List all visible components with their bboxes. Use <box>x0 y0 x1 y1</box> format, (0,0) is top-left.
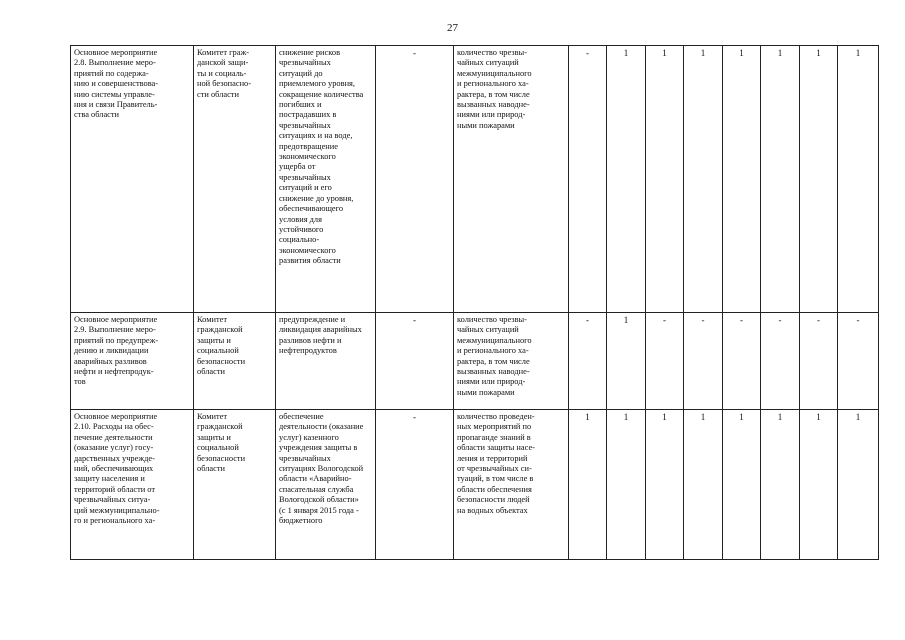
executor-cell-line: ты и социаль- <box>197 68 247 78</box>
result-cell-line: предупреждение и <box>279 315 346 324</box>
event-cell-line: приятий по содержа- <box>74 68 149 78</box>
event-cell-line: защиту населения и <box>74 474 145 484</box>
result-cell-line: ликвидация аварийных <box>279 325 362 335</box>
indicator-cell-line: ниями или природ- <box>457 377 526 387</box>
executor-cell <box>194 46 276 313</box>
executor-cell-line: области <box>197 464 225 474</box>
year-value-cell: 1 <box>607 410 646 560</box>
indicator-cell-line: ных мероприятий по <box>457 422 532 432</box>
executor-cell-line: социальной <box>197 443 239 453</box>
executor-cell-line: безопасности <box>197 453 246 463</box>
event-cell-line: Основное мероприятие <box>74 48 158 57</box>
executor-cell-line: защиты и <box>197 432 231 442</box>
indicator-cell <box>454 313 569 410</box>
result-cell-line: снижение рисков <box>279 48 341 57</box>
event-cell-line: нию и совершенствова- <box>74 79 159 89</box>
executor-cell-line: сти области <box>197 89 239 99</box>
year-value-cell: - <box>723 313 761 410</box>
event-cell-line: нию системы управле- <box>74 89 155 99</box>
result-cell-line: деятельности (оказание <box>279 422 364 432</box>
result-cell <box>276 313 376 410</box>
result-cell-line: бюджетного <box>279 516 323 526</box>
event-cell-line: нефти и нефтепродук- <box>74 367 154 377</box>
event-cell-line: печение деятельности <box>74 432 153 442</box>
result-cell-line: развития области <box>279 256 341 266</box>
indicator-cell-line: ными пожарами <box>457 120 515 130</box>
table-row <box>71 46 879 313</box>
indicator-cell-line: количество чрезвы- <box>457 315 527 324</box>
result-cell-line: ситуаций до <box>279 68 323 78</box>
executor-cell-line: ной безопасно- <box>197 79 252 89</box>
result-cell-line: предотвращение <box>279 141 338 151</box>
year-value-cell: 1 <box>723 410 761 560</box>
executor-cell-line: социальной <box>197 346 239 356</box>
executor-cell-line: области <box>197 367 225 377</box>
year-value-cell: 1 <box>723 46 761 313</box>
event-cell-line: чрезвычайных ситуа- <box>74 495 151 505</box>
executor-cell-line: данской защи- <box>197 58 249 68</box>
result-cell-line: нефтепродуктов <box>279 346 337 356</box>
result-cell-line: погибших и <box>279 100 322 110</box>
event-cell-line: Основное мероприятие <box>74 412 158 421</box>
result-cell-line: экономического <box>279 152 336 162</box>
indicator-cell-line: ными пожарами <box>457 387 515 397</box>
year-value-cell: 1 <box>646 46 684 313</box>
indicator-cell-line: области обеспечения <box>457 484 532 494</box>
year-value-cell: 1 <box>684 46 723 313</box>
year-value-cell: - <box>761 313 800 410</box>
result-cell-line: Вологодской области» <box>279 495 359 505</box>
executor-cell-line: Комитет граж- <box>197 48 250 57</box>
year-value-cell: - <box>800 313 838 410</box>
indicator-link-cell: - <box>376 46 454 313</box>
year-value-cell: - <box>569 313 607 410</box>
event-cell-line: дарственных учрежде- <box>74 453 155 463</box>
year-value-cell: - <box>569 46 607 313</box>
event-cell-line: территорий области от <box>74 484 156 494</box>
executor-cell <box>194 410 276 560</box>
indicator-cell-line: межмуниципального <box>457 68 532 78</box>
indicator-cell-line: от чрезвычайных си- <box>457 464 532 474</box>
indicator-cell <box>454 46 569 313</box>
event-cell-line: тов <box>74 377 86 387</box>
executor-cell-line: Комитет <box>197 315 228 324</box>
page-number: 27 <box>447 22 458 34</box>
event-cell-line: ций межмуниципально- <box>74 505 160 515</box>
result-cell-line: обеспечивающего <box>279 204 344 214</box>
indicator-cell-line: безопасности людей <box>457 495 530 505</box>
year-value-cell: 1 <box>761 410 800 560</box>
executor-cell-line: защиты и <box>197 335 231 345</box>
indicator-cell-line: рактера, в том числе <box>457 356 530 366</box>
result-cell-line: экономического <box>279 245 336 255</box>
indicator-link-cell: - <box>376 410 454 560</box>
year-value-cell: 1 <box>607 46 646 313</box>
year-value-cell: 1 <box>684 410 723 560</box>
year-value-cell: 1 <box>569 410 607 560</box>
result-cell-line: спасательная служба <box>279 484 354 494</box>
program-table <box>70 45 879 560</box>
result-cell-line: пострадавших в <box>279 110 337 120</box>
result-cell-line: сокращение количества <box>279 89 364 99</box>
indicator-cell-line: вызванных наводне- <box>457 100 530 110</box>
result-cell-line: ситуациях Вологодской <box>279 464 364 474</box>
result-cell-line: ситуаций и его <box>279 183 332 193</box>
year-value-cell: 1 <box>838 410 879 560</box>
result-cell-line: области «Аварийно- <box>279 474 352 484</box>
indicator-cell-line: чайных ситуаций <box>457 325 519 335</box>
event-cell-line: 2.10. Расходы на обес- <box>74 422 154 432</box>
indicator-cell-line: межмуниципального <box>457 335 532 345</box>
indicator-link-cell: - <box>376 313 454 410</box>
result-cell-line: приемлемого уровня, <box>279 79 356 89</box>
executor-cell <box>194 313 276 410</box>
result-cell-line: чрезвычайных <box>279 172 331 182</box>
indicator-cell-line: вызванных наводне- <box>457 367 530 377</box>
executor-cell-line: гражданской <box>197 422 243 432</box>
result-cell <box>276 410 376 560</box>
indicator-cell-line: количество проведен- <box>457 412 535 421</box>
event-cell-line: (оказание услуг) госу- <box>74 443 154 453</box>
event-cell-line: дению и ликвидации <box>74 346 149 356</box>
result-cell-line: чрезвычайных <box>279 453 331 463</box>
result-cell-line: чрезвычайных <box>279 58 331 68</box>
event-cell <box>71 313 194 410</box>
indicator-cell <box>454 410 569 560</box>
event-cell <box>71 46 194 313</box>
result-cell-line: услуг) казенного <box>279 432 339 442</box>
result-cell-line: ситуациях и на воде, <box>279 131 353 141</box>
result-cell-line: разливов нефти и <box>279 335 342 345</box>
event-cell-line: ния и связи Правитель- <box>74 100 158 110</box>
indicator-cell-line: и регионального ха- <box>457 346 529 356</box>
event-cell <box>71 410 194 560</box>
result-cell-line: социально- <box>279 235 320 245</box>
year-value-cell: - <box>838 313 879 410</box>
year-value-cell: - <box>684 313 723 410</box>
event-cell-line: 2.9. Выполнение меро- <box>74 325 156 335</box>
event-cell-line: ний, обеспечивающих <box>74 464 154 474</box>
result-cell-line: чрезвычайных <box>279 120 331 130</box>
event-cell-line: аварийных разливов <box>74 356 147 366</box>
event-cell-line: Основное мероприятие <box>74 315 158 324</box>
indicator-cell-line: пропаганде знаний в <box>457 432 531 442</box>
indicator-cell-line: рактера, в том числе <box>457 89 530 99</box>
indicator-cell-line: ления и территорий <box>457 453 528 463</box>
year-value-cell: 1 <box>800 410 838 560</box>
indicator-cell-line: чайных ситуаций <box>457 58 519 68</box>
indicator-cell-line: области защиты насе- <box>457 443 535 453</box>
year-value-cell: 1 <box>607 313 646 410</box>
table-row <box>71 313 879 410</box>
indicator-cell-line: ниями или природ- <box>457 110 526 120</box>
executor-cell-line: безопасности <box>197 356 246 366</box>
result-cell-line: устойчивого <box>279 224 324 234</box>
event-cell-line: приятий по предупреж- <box>74 335 159 345</box>
year-value-cell: 1 <box>761 46 800 313</box>
result-cell-line: условия для <box>279 214 322 224</box>
year-value-cell: 1 <box>646 410 684 560</box>
indicator-cell-line: туаций, в том числе в <box>457 474 534 484</box>
event-cell-line: го и регионального ха- <box>74 516 156 526</box>
result-cell-line: (с 1 января 2015 года - <box>279 505 359 515</box>
event-cell-line: 2.8. Выполнение меро- <box>74 58 156 68</box>
year-value-cell: - <box>646 313 684 410</box>
result-cell-line: снижение до уровня, <box>279 193 354 203</box>
indicator-cell-line: на водных объектах <box>457 505 528 515</box>
table-row <box>71 410 879 560</box>
result-cell-line: учреждения защиты в <box>279 443 358 453</box>
result-cell-line: обеспечение <box>279 412 324 421</box>
indicator-cell-line: и регионального ха- <box>457 79 529 89</box>
result-cell-line: ущерба от <box>279 162 316 172</box>
executor-cell-line: Комитет <box>197 412 228 421</box>
executor-cell-line: гражданской <box>197 325 243 335</box>
year-value-cell: 1 <box>800 46 838 313</box>
event-cell-line: ства области <box>74 110 120 120</box>
indicator-cell-line: количество чрезвы- <box>457 48 527 57</box>
year-value-cell: 1 <box>838 46 879 313</box>
result-cell <box>276 46 376 313</box>
